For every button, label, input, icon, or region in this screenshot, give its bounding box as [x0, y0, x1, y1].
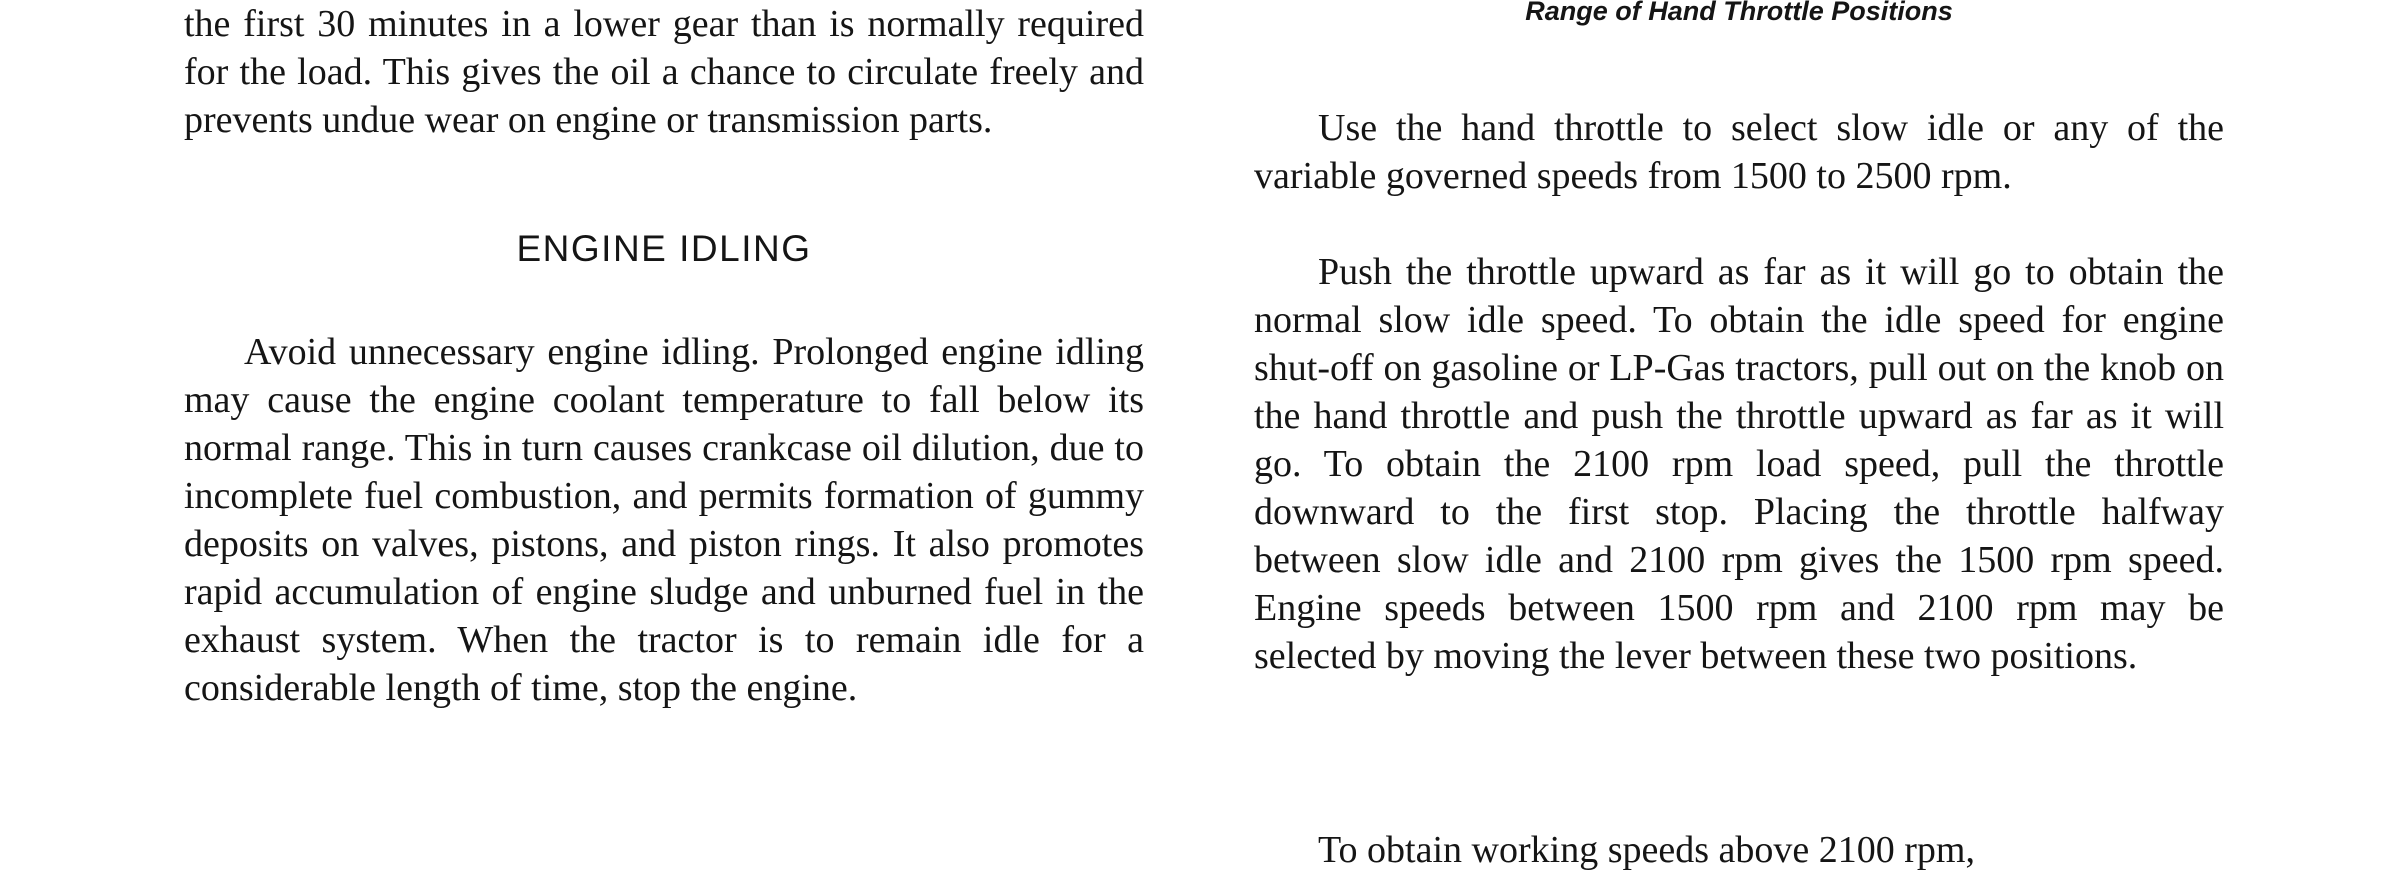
throttle-paragraph-3: To obtain working speeds above 2100 rpm,: [1318, 829, 1975, 871]
continuation-paragraph: the first 30 minutes in a lower gear than is normally required for the load. This gives the oil a chance to circulate freely and prevents undue wear on engine or transmission parts.: [184, 3, 1144, 141]
figure-caption: Range of Hand Throttle Positions: [1525, 0, 1953, 26]
engine-idling-paragraph: Avoid unnecessary engine idling. Prolonged engine idling may cause the engine coolant temperature to fall below its normal range. This in turn causes crankcase oil dilution, due to incomplete fuel combustion, and permits formation of gummy deposits on valves, pistons, and piston rings. It also promotes rapid accumulation of engine sludge and unburned fuel in the exhaust system. When the tractor is to remain idle for a considerable length of time, stop the engine.: [184, 331, 1144, 709]
throttle-paragraph-1: Use the hand throttle to select slow idle or any of the variable governed speeds from 1500 to 2500 rpm.: [1254, 107, 2224, 197]
section-heading: ENGINE IDLING: [516, 228, 812, 269]
throttle-paragraph-2: Push the throttle upward as far as it will go to obtain the normal slow idle speed. To obtain the idle speed for engine shut-off on gasoline or LP-Gas tractors, pull out on the knob on the hand throttle and push the throttle upward as far as it will go. To obtain the 2100 rpm load speed, pull the throttle downward to the first stop. Placing the throttle halfway between slow idle and 2100 rpm gives the 1500 rpm speed. Engine speeds between 1500 rpm and 2100 rpm may be selected by moving the lever between these two positions.: [1254, 251, 2224, 677]
